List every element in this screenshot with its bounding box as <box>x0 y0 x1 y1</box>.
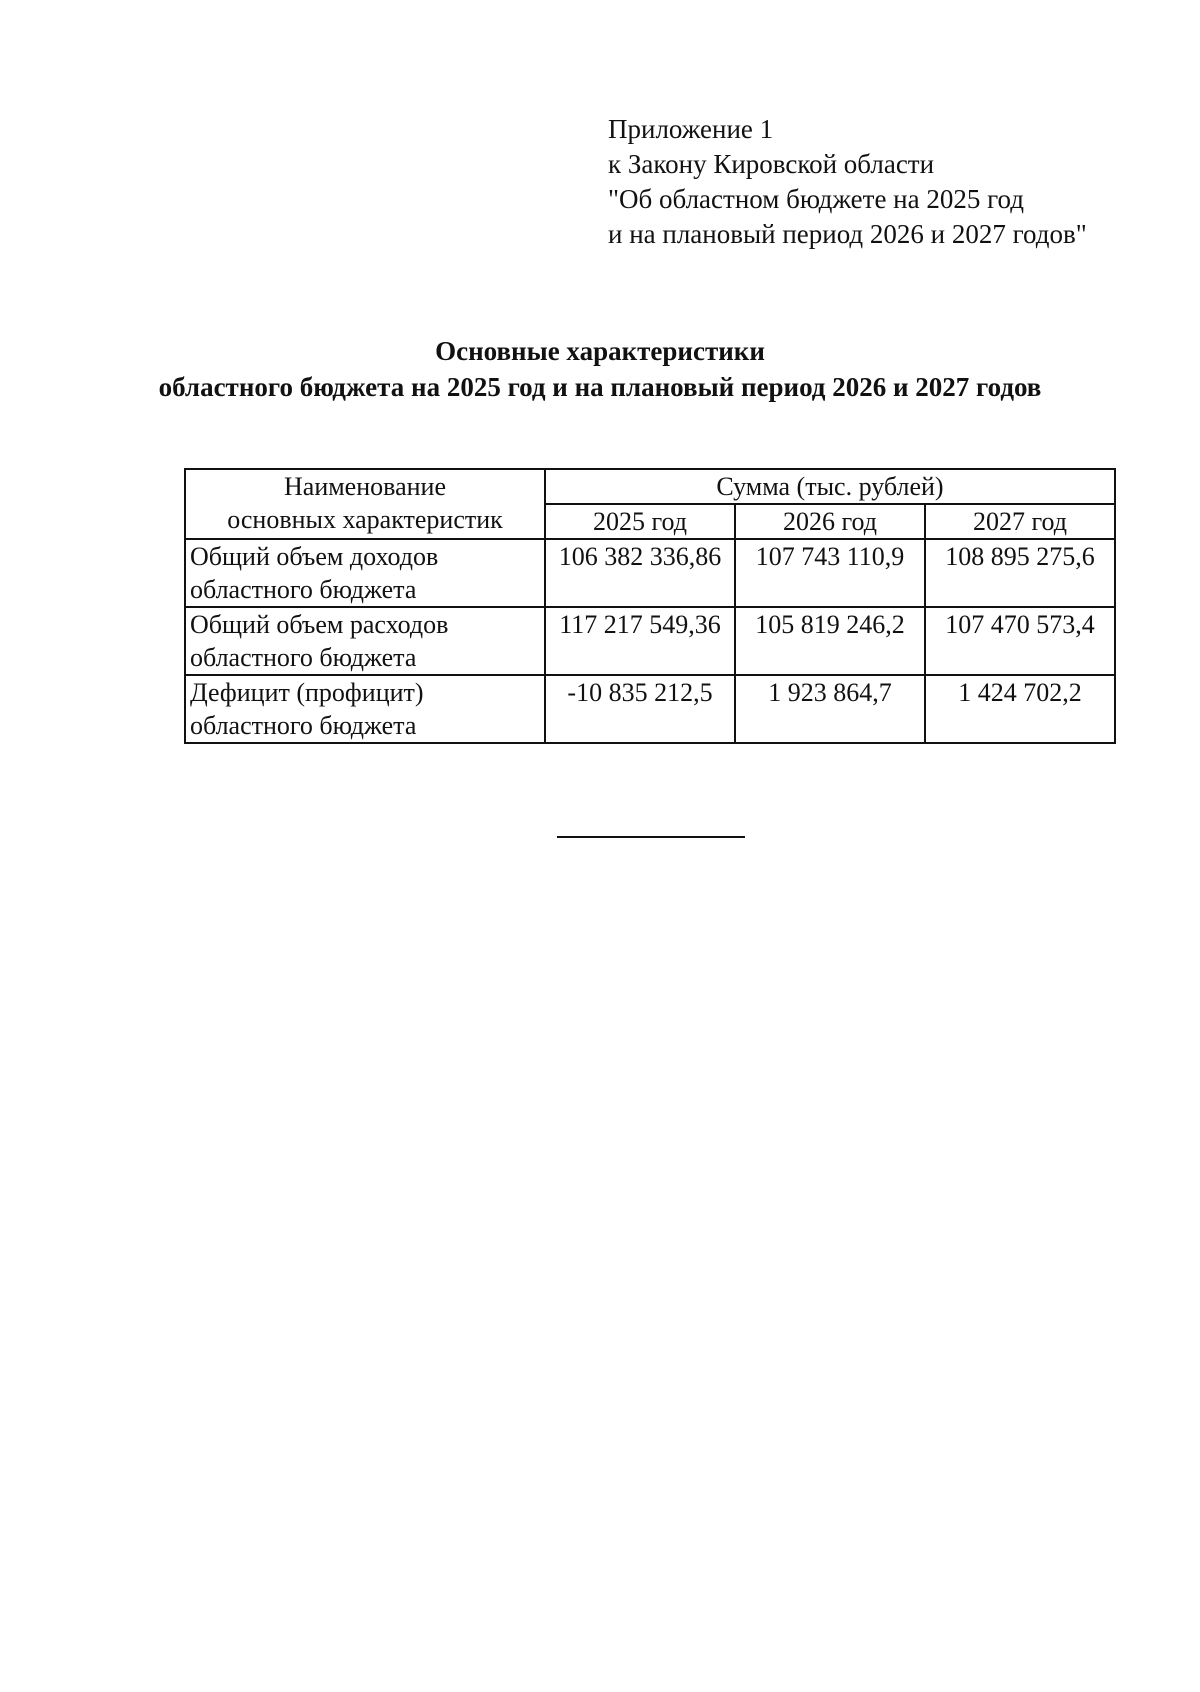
value-cell: -10 835 212,5 <box>545 675 735 743</box>
value-cell: 106 382 336,86 <box>545 539 735 607</box>
row-name-line1: Общий объем доходов <box>190 542 439 571</box>
row-name-revenue <box>185 539 545 607</box>
value-cell: 107 470 573,4 <box>925 607 1115 675</box>
row-name-line2: областного бюджета <box>190 711 417 740</box>
row-name-line2: областного бюджета <box>190 575 417 604</box>
value-cell: 117 217 549,36 <box>545 607 735 675</box>
header-year-2026: 2026 год <box>735 504 925 539</box>
document-title <box>0 333 1200 405</box>
appendix-law-title-line2: и на плановый период 2026 и 2027 годов" <box>608 219 1087 249</box>
header-name-line2: основных характеристик <box>227 505 503 534</box>
row-name-expenditure <box>185 607 545 675</box>
value-cell: 107 743 110,9 <box>735 539 925 607</box>
value-cell: 105 819 246,2 <box>735 607 925 675</box>
header-name-line1: Наименование <box>284 472 446 501</box>
header-year-2025: 2025 год <box>545 504 735 539</box>
value-cell: 1 424 702,2 <box>925 675 1115 743</box>
document-title-line1: Основные характеристики <box>435 336 765 366</box>
appendix-law-reference: к Закону Кировской области <box>608 149 935 179</box>
table-row <box>185 675 1115 743</box>
header-year-2027: 2027 год <box>925 504 1115 539</box>
header-name-cell <box>185 469 545 539</box>
table-row <box>185 539 1115 607</box>
appendix-number: Приложение 1 <box>608 114 774 144</box>
row-name-line1: Общий объем расходов <box>190 610 449 639</box>
table-row <box>185 607 1115 675</box>
row-name-line1: Дефицит (профицит) <box>190 678 424 707</box>
row-name-line2: областного бюджета <box>190 643 417 672</box>
appendix-header <box>608 112 1087 252</box>
document-title-line2: областного бюджета на 2025 год и на плановый период 2026 и 2027 годов <box>158 372 1042 402</box>
appendix-law-title-line1: "Об областном бюджете на 2025 год <box>608 184 1024 214</box>
separator-line <box>557 836 745 838</box>
row-name-deficit <box>185 675 545 743</box>
header-sum-cell: Сумма (тыс. рублей) <box>545 469 1115 504</box>
value-cell: 108 895 275,6 <box>925 539 1115 607</box>
value-cell: 1 923 864,7 <box>735 675 925 743</box>
table-header-row <box>185 469 1115 504</box>
budget-table <box>184 468 1116 744</box>
